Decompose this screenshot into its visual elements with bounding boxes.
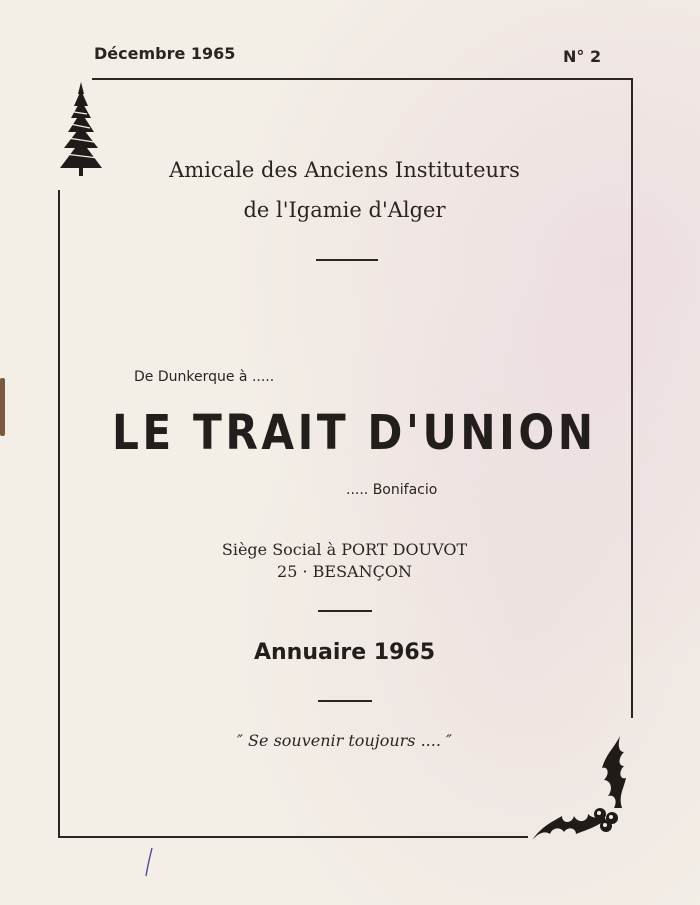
headquarters-city: 25 · BESANÇON <box>277 562 412 581</box>
masthead-title: LE TRAIT D'UNION <box>112 405 597 461</box>
yearbook-title: Annuaire 1965 <box>253 640 436 665</box>
headquarters-line: Siège Social à PORT DOUVOT <box>221 540 468 559</box>
masthead-to: ..... Bonifacio <box>346 482 438 498</box>
ink-mark <box>142 846 156 880</box>
motto: ″ Se souvenir toujours .... ″ <box>236 731 452 750</box>
association-name: Amicale des Anciens Instituteurs <box>169 158 520 182</box>
issue-number: N° 2 <box>563 47 602 66</box>
divider <box>318 700 372 702</box>
divider <box>316 259 378 261</box>
frame-bottom-line <box>58 836 528 838</box>
frame-right-line <box>631 78 633 718</box>
binding-mark <box>0 378 5 436</box>
frame-top-line <box>92 78 633 80</box>
divider <box>318 610 372 612</box>
masthead-from: De Dunkerque à ..... <box>134 369 275 385</box>
issue-date: Décembre 1965 <box>94 44 236 63</box>
holly-icon <box>528 730 632 848</box>
association-region: de l'Igamie d'Alger <box>243 198 446 222</box>
